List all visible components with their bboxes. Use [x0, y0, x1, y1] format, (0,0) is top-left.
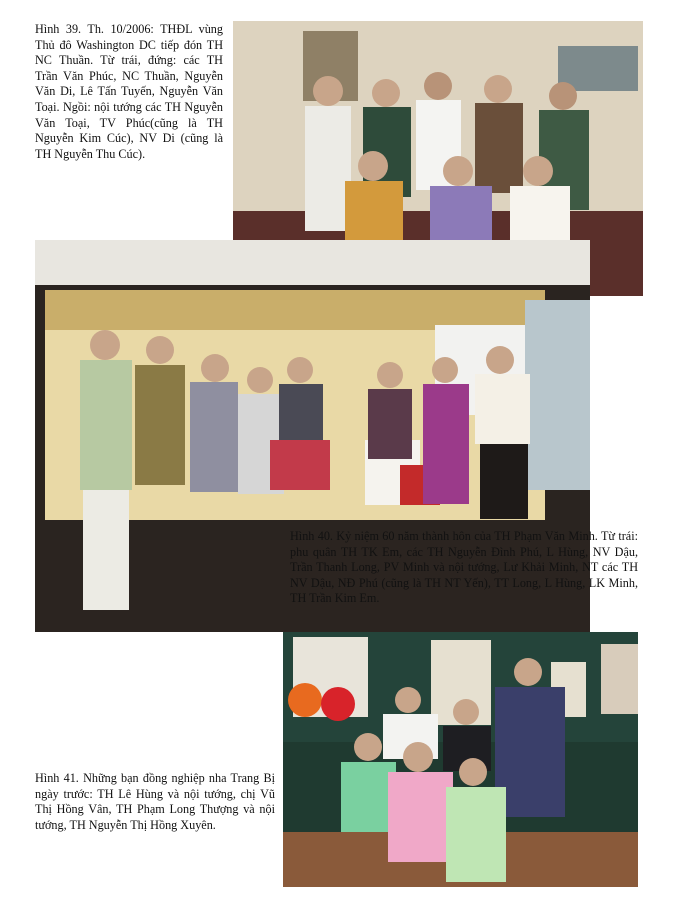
caption-fig40: Hình 40. Kỷ niệm 60 năm thành hôn của TH Phạm Văn Minh. Từ trái: phu quân TH TK Em, các TH Nguyễn Đình Phú, L Hùng, NV Dậu, Trần Thanh Long, PV Minh và nội tướng, Lư Khải Minh, NT các TH NV Dậu, NĐ Phú (cũng là TH NT Yến), TT Long, L Hùng, LK Minh, TH Trần Kim Em.	[290, 529, 638, 606]
photo-fig41	[283, 632, 638, 887]
caption-fig39: Hình 39. Th. 10/2006: THĐL vùng Thủ đô Washington DC tiếp đón TH NC Thuần. Từ trái, đứng: các TH Trần Văn Phúc, NC Thuần, Nguyễn Văn Di, Lê Tấn Tuyến, Nguyễn Văn Toại. Ngồi: nội tướng các TH Nguyễn Văn Toại, TV Phúc(cũng là TH Nguyễn Kim Cúc), NV Di (cũng là TH Nguyễn Thu Cúc).	[35, 22, 223, 161]
caption-fig41: Hình 41. Những bạn đồng nghiệp nha Trang Bị ngày trước: TH Lê Hùng và nội tướng, chị Vũ Thị Hồng Vân, TH Phạm Long Thượng và nội tướng, TH Nguyễn Thị Hồng Xuyên.	[35, 771, 275, 832]
